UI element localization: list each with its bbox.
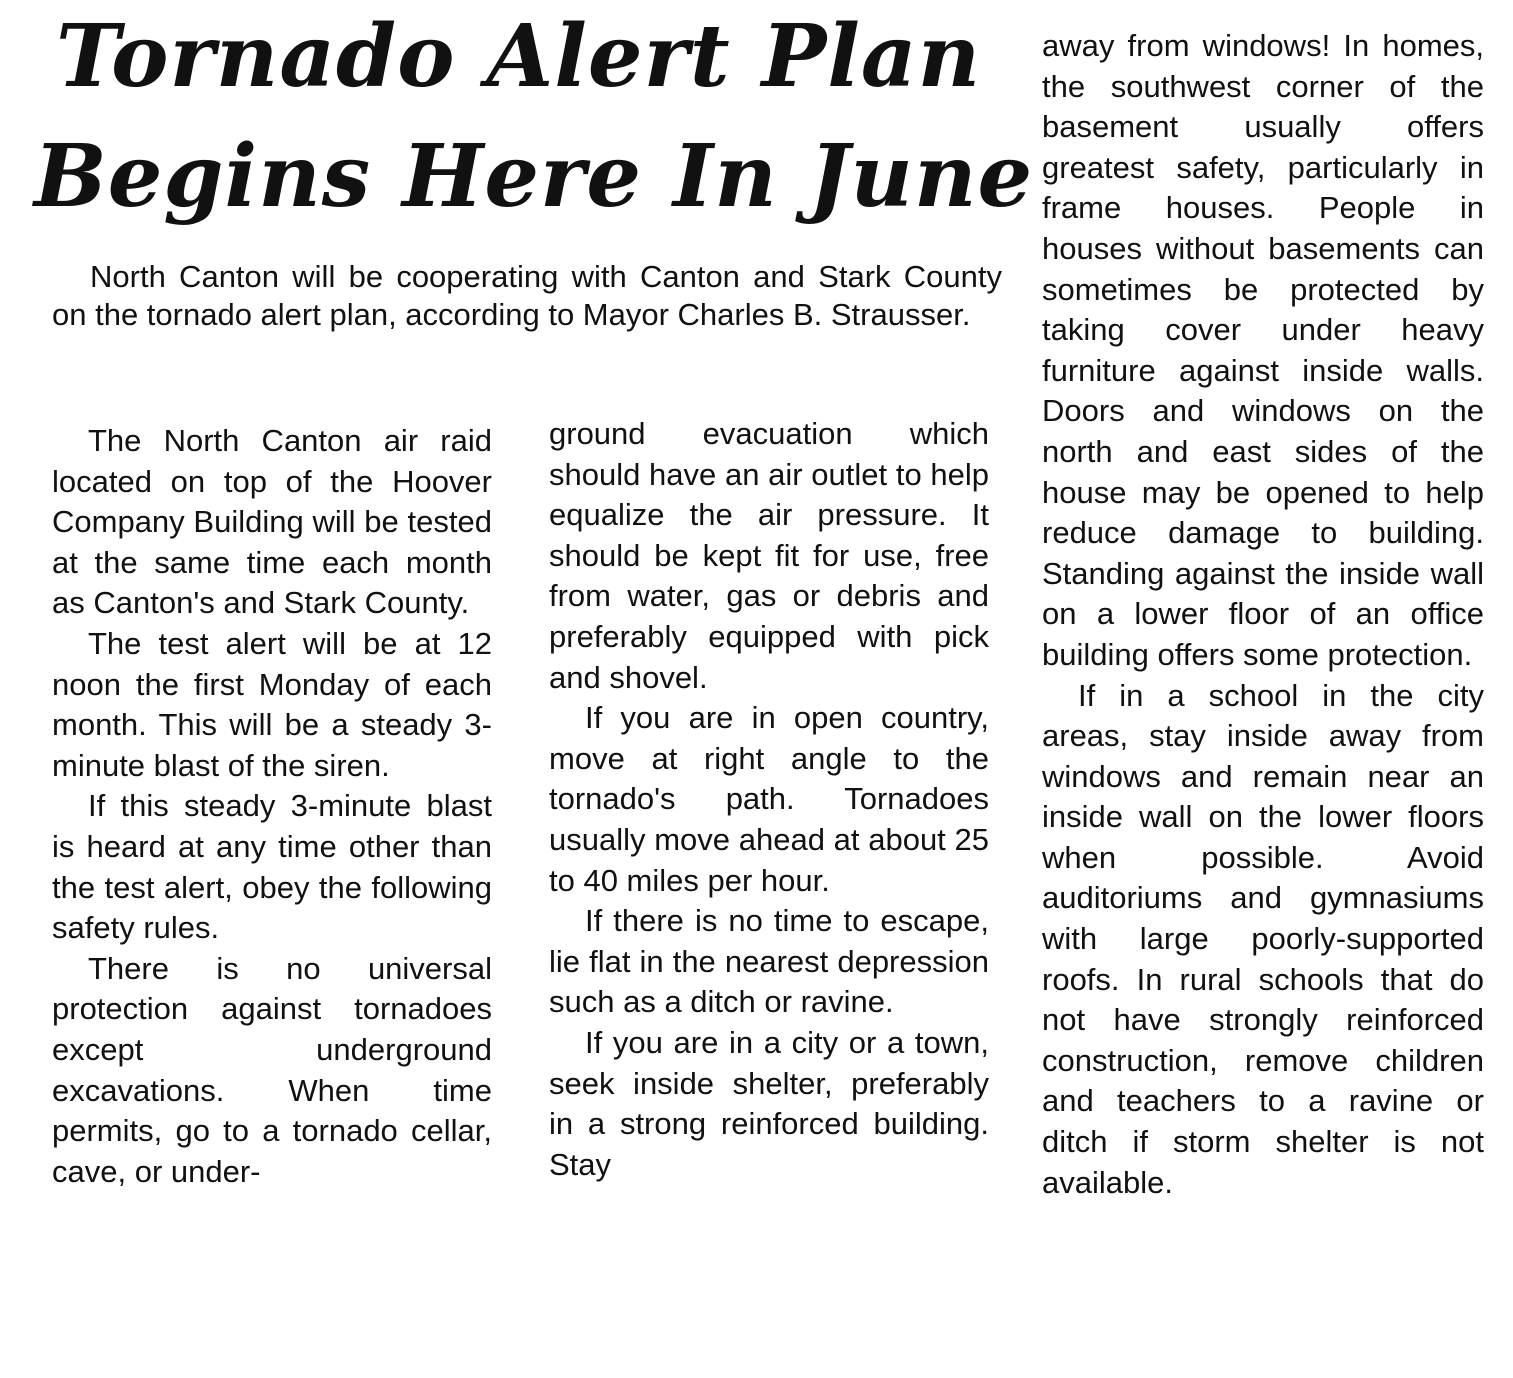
paragraph: The test alert will be at 12 noon the first Monday of each month. This will be a steady 3-minute blast of the siren. <box>52 625 492 783</box>
paragraph: If this steady 3-minute blast is heard at any time other than the test alert, obey the following safety rules. <box>52 788 492 946</box>
paragraph: The North Canton air raid located on top of the Hoover Company Building will be tested at the same time each month as Canton's and Stark County. <box>52 423 492 621</box>
paragraph: There is no universal protection against tornadoes except underground excavations. When time permits, go to a tornado cellar, cave, or under- <box>52 950 492 1189</box>
lead-paragraph: North Canton will be cooperating with Canton and Stark County on the tornado alert plan, according to Mayor Charles B. Strausser. <box>52 259 1002 332</box>
headline-line-1: Tornado Alert Plan <box>56 6 982 107</box>
paragraph: If you are in open country, move at right angle to the tornado's path. Tornadoes usually move ahead at about 25 to 40 miles per hour. <box>549 700 989 898</box>
article-column-3 <box>1042 26 1484 1203</box>
headline-line-2: Begins Here In June <box>34 126 1034 227</box>
paragraph: ground evacuation which should have an air outlet to help equalize the air pressure. It should be kept fit for use, free from water, gas or debris and preferably equipped with pick and shovel. <box>549 416 989 695</box>
paragraph: If there is no time to escape, lie flat in the nearest depression such as a ditch or ravine. <box>549 903 989 1020</box>
article-column-2 <box>549 414 989 1185</box>
paragraph: If in a school in the city areas, stay inside away from windows and remain near an inside wall on the lower floors when possible. Avoid auditoriums and gymnasiums with large poorly-supported roofs. In rural schools that do not have strongly reinforced construction, remove children and teachers to a ravine or ditch if storm shelter is not available. <box>1042 677 1484 1200</box>
article-column-1 <box>52 421 492 1192</box>
paragraph: If you are in a city or a town, seek inside shelter, preferably in a strong reinforced building. Stay <box>549 1024 989 1182</box>
paragraph: away from windows! In homes, the southwest corner of the basement usually offers greatest safety, particularly in frame houses. People in houses without basements can sometimes be protected by taking cover under heavy furniture against inside walls. Doors and windows on the north and east sides of the house may be opened to help reduce damage to building. Standing against the inside wall on a lower floor of an office building offers some protection. <box>1042 28 1484 672</box>
